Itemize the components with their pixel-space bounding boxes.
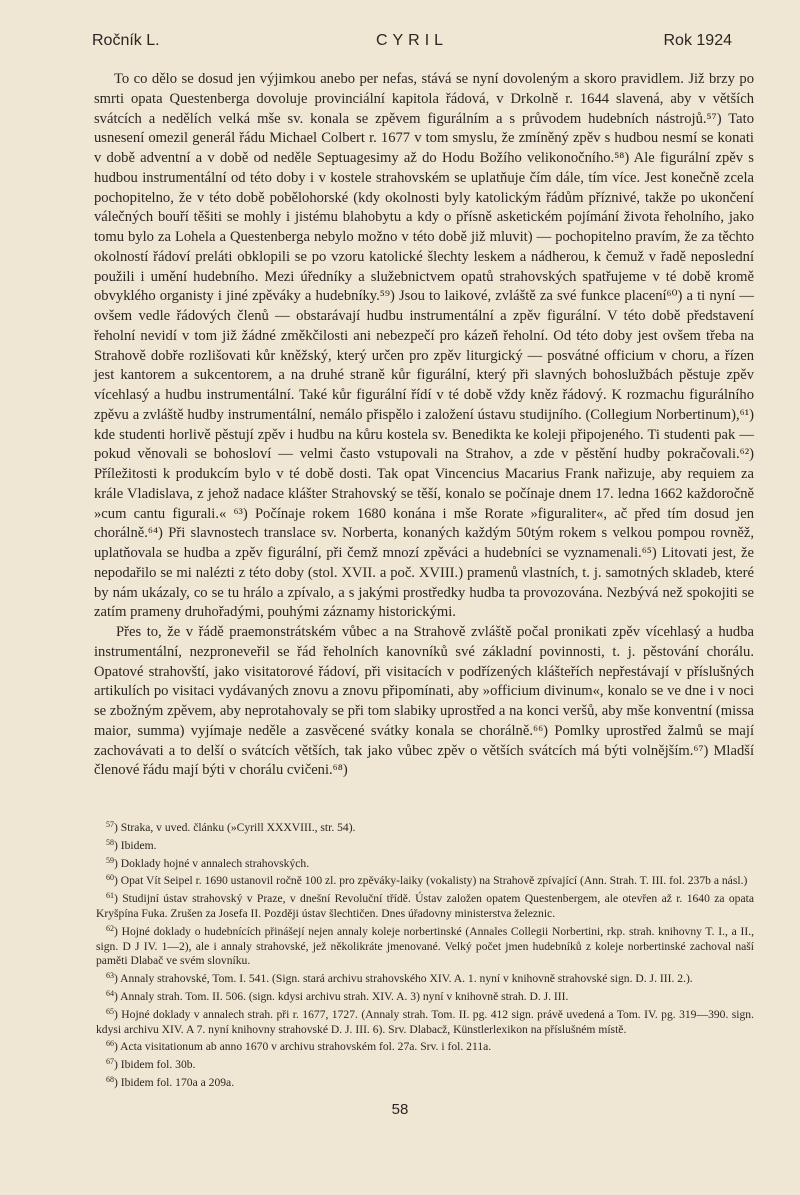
footnote-number: 64: [106, 988, 114, 998]
footnote-number: 59: [106, 855, 114, 865]
main-text: [94, 70, 754, 781]
footnote: $^{61}$) Studijní ústav strahovský v Praze, v dnešní Revoluční třídě. Ústav založen opatem Questenbergem, ale otevřen až r. 1640 za opata Kryšpína Fuka. Zrušen za Josefa II. Později ústav šlechtičen. Dnes úřadovny ministerstva železnic.: [96, 891, 754, 920]
paragraph: To co dělo se dosud jen výjimkou anebo per nefas, stává se nyní dovoleným a skoro pravidlem. Již brzy po smrti opata Questenberga dovoluje provinciální kapitola řádová, v Drkolně r. 1644 slavená, aby v větších svátcích a nedělích velká mše sv. konala se zpěvem figurálním a s průvodem hudebních nástrojů.⁵⁷) Tato usnesení omezil generál řádu Michael Colbert r. 1677 v tom smyslu, že zmíněný zpěv s hudbou nesmí se konati v době adventní a v době od neděle Septuagesimy až do Hodu Božího velikonočního.⁵⁸) Ale figurální zpěv s hudbou instrumentální od této doby i v kostele strahovském se uplatňuje čím dále, tím více. Jest konečně zcela pochopitelno, že v této době pobělohorské (kdy okolnosti byly katolickým řádům příznivé, takže po ukončení válečných bouří těšiti se mohly i jistému blahobytu a kdy o přísně asketickém pojímání života řeholního, jako tomu bylo za Lohela a Questenberga nebylo možno v této době již mluvit) — pochopitelno pravím, že za těchto okolností řádoví preláti obklopili se po vzoru katolické šlechty leskem a nádherou, k čemuž v řadě neposlední použili i umění hudebního. Mezi úředníky a služebnictvem opatů strahovských spatřujeme v té době kromě obvyklého organisty i jiné zpěváky a hudebníky.⁵⁹) Jsou to laikové, zvláště za své funkce placení⁶⁰) a ti nyní — ovšem vedle řádových členů — obstarávají hudbu instrumentální a zpěv figurální. V této době představení řeholní nevidí v tom již žádné změkčilosti ani nebezpečí pro kázeň řeholní. Od této doby jest ovšem třeba na Strahově dobře rozlišovati kůr kněžský, který určen pro zpěv liturgický — posvátné officium v choru, a řízen jest kantorem a sukcentorem, a na druhé straně kůr figurální, který při slavných bohoslužbách pěstuje zpěv vícehlasý a hudbu instrumentální. Také kůr figurální řídí v té době vždy kněz řádový. K rozmachu figurálního zpěvu a zvláště hudby instrumentální, nemálo přispělo i založení ústavu studijního. (Collegium Norbertinum),⁶¹) kde studenti horlivě pěstují zpěv i hudbu na kůru kostela sv. Benedikta ke koleji připojeného. Ti studenti pak — pokud věnovali se bohosloví — velmi často vstupovali na Strahov, a zde v pěstění hudby pokračovali.⁶²) Příležitosti k produkcím bylo v té době dosti. Tak opat Vincencius Macarius Frank nařizuje, aby requiem za krále Vladislava, z jehož nadace klášter Strahovský se těší, konalo se počínaje dnem 17. ledna 1662 každoročně »cum cantu figurali.« ⁶³) Počínaje rokem 1680 konána i mše Rorate »figuraliter«, ač před tím dosud jen chorálně.⁶⁴) Při slavnostech translace sv. Norberta, konaných každým 50tým rokem s velkou pompou rovněž, uplatňovala se hudba a zpěv figurální, při čemž mnozí zpěváci a hudebníci se vyznamenali.⁶⁵) Litovati jest, že nepodařilo se mi nalézti z této doby (stol. XVII. a poč. XVIII.) pramenů vlastních, t. j. samotných skladeb, které by nám ukázaly, co se tu hrálo a zpívalo, a s jakými prostředky hudba ta provozována. Nezbývá než spokojiti se zatím prameny druhořadými, pouhými záznamy historickými.: [94, 71, 754, 621]
footnote: $^{57}$) Straka, v uved. článku (»Cyrill XXXVIII., str. 54).: [106, 820, 356, 834]
header-year: Rok 1924: [663, 32, 732, 49]
footnote-text: Ibidem fol. 30b.: [120, 1058, 196, 1072]
footnote: $^{59}$) Doklady hojné v annalech strahovských.: [106, 855, 310, 870]
footnote-text: Doklady hojné v annalech strahovských.: [120, 856, 310, 870]
footnote-text: Hojné doklady o hudebnících přinášejí nejen annaly koleje norbertinské (Annales Collegii Norbertini, rkp. strah. knihovny T. I., a II., sign. D J IV. 1—2), ale i annaly strahovské, jež několikráte jmenované. Velký počet jmen hudebníků z koleje norbertinské zachoval naší paměti Dlabač ve svém slovníku.: [96, 924, 754, 968]
footnote: $^{67}$) Ibidem fol. 30b.: [106, 1057, 196, 1072]
footnote-number: 67: [106, 1057, 114, 1067]
footnote-number: 57: [106, 820, 114, 829]
footnote-number: 58: [106, 837, 114, 847]
footnote-text: Straka, v uved. článku (»Cyrill XXXVIII., str. 54).: [120, 821, 356, 834]
header-journal-title: CYRIL: [375, 32, 449, 49]
footnotes: [96, 818, 754, 1091]
footnote-text: Ibidem fol. 170a a 209a.: [120, 1075, 235, 1089]
running-header: [92, 32, 732, 54]
footnote: $^{64}$) Annaly strah. Tom. II. 506. (sign. kdysi archivu strah. XIV. A. 3) nyní v knihovně strah. D. J. III.: [106, 988, 569, 1003]
footnote-number: 68: [106, 1074, 114, 1084]
header-volume: Ročník L.: [92, 32, 160, 49]
footnote: $^{60}$) Opat Vít Seipel r. 1690 ustanovil ročně 100 zl. pro zpěváky-laiky (vokalisty) na Strahově zpívající (Ann. Strah. T. III. fol. 237b a násl.): [106, 873, 748, 888]
footnote: $^{65}$) Hojné doklady v annalech strah. při r. 1677, 1727. (Annaly strah. Tom. II. pg. 412 sign. právě uvedená a Tom. IV. pg. 319—390. sign. kdysi archivu XIV. A 7. nyní knihovny strahovské D. J. III. 6). Srv. Dlabacž, Künstlerlexikon na příslušném místě.: [96, 1006, 754, 1036]
footnote: $^{66}$) Acta visitationum ab anno 1670 v archivu strahovském fol. 27a. Srv. i fol. 211a.: [106, 1039, 492, 1054]
footnote-number: 62: [106, 923, 114, 933]
footnote: $^{63}$) Annaly strahovské, Tom. I. 541. (Sign. stará archivu strahovského XIV. A. 1. nyní v knihovně strahovské sign. D. J. III. 2.).: [106, 971, 693, 986]
footnote-text: Ibidem.: [120, 838, 157, 852]
footnote-number: 65: [106, 1006, 114, 1016]
paragraph: Přes to, že v řádě praemonstrátském vůbec a na Strahově zvláště počal pronikati zpěv vícehlasý a hudba instrumentální, nezproneveřil se řád řeholních kanovníků své základní povinnosti, t. j. pěstování chorálu. Opatové strahovští, jako visitatorové řádoví, při visitacích v podřízených klášteřích nepřestávají v příslušných artikulích po visitaci vydávaných znovu a znovu připomínati, aby »officium divinum«, konalo se ve dne i v noci se zbožným zpěvem, aby neprotahovaly se při tom slabiky uprostřed a na konci veršů, aby mše konventní (missa maior, summa) vyjímaje neděle a zasvěcené svátky konala se chorálně.⁶⁶) Pomlky uprostřed žalmů se mají zachovávati a to delší o svátcích větších, tak jako vůbec zpěv o větších svátcích má býti volnějším.⁶⁷) Mladší členové řádu mají býti v chorálu cvičeni.⁶⁸): [94, 624, 754, 779]
footnote-number: 61: [106, 891, 114, 901]
footnote-text: Opat Vít Seipel r. 1690 ustanovil ročně 100 zl. pro zpěváky-laiky (vokalisty) na Strahově zpívající (Ann. Strah. T. III. fol. 237b a násl.): [120, 874, 748, 888]
footnote-text: Annaly strahovské, Tom. I. 541. (Sign. stará archivu strahovského XIV. A. 1. nyní v knihovně strahovské sign. D. J. III. 2.).: [120, 972, 693, 986]
footnote: $^{62}$) Hojné doklady o hudebnících přinášejí nejen annaly koleje norbertinské (Annales Collegii Norbertini, rkp. strah. knihovny T. I., a II., sign. D J IV. 1—2), ale i annaly strahovské, jež několikráte jmenované. Velký počet jmen hudebníků z koleje norbertinské zachoval naší paměti Dlabač ve svém slovníku.: [96, 923, 754, 968]
footnote-number: 63: [106, 971, 114, 981]
footnote-number: 60: [106, 873, 114, 883]
footnote: $^{68}$) Ibidem fol. 170a a 209a.: [106, 1074, 235, 1089]
footnote-text: Hojné doklady v annalech strah. při r. 1677, 1727. (Annaly strah. Tom. II. pg. 412 sign. právě uvedená a Tom. IV. pg. 319—390. sign. kdysi archivu XIV. A 7. nyní knihovny strahovské D. J. III. 6). Srv. Dlabacž, Künstlerlexikon na příslušném místě.: [96, 1007, 754, 1036]
footnote-text: Acta visitationum ab anno 1670 v archivu strahovském fol. 27a. Srv. i fol. 211a.: [120, 1040, 492, 1054]
footnote-number: 66: [106, 1039, 114, 1049]
footnote-text: Studijní ústav strahovský v Praze, v dnešní Revoluční třídě. Ústav založen opatem Questenbergem, ale otevřen až r. 1640 za opata Kryšpína Fuka. Zrušen za Josefa II. Později ústav šlechtičen. Dnes úřadovny ministerstva železnic.: [96, 892, 754, 920]
footnote-text: Annaly strah. Tom. II. 506. (sign. kdysi archivu strah. XIV. A. 3) nyní v knihovně strah. D. J. III.: [120, 989, 569, 1003]
page-number: 58: [391, 1101, 409, 1118]
footnote: $^{58}$) Ibidem.: [106, 837, 157, 852]
